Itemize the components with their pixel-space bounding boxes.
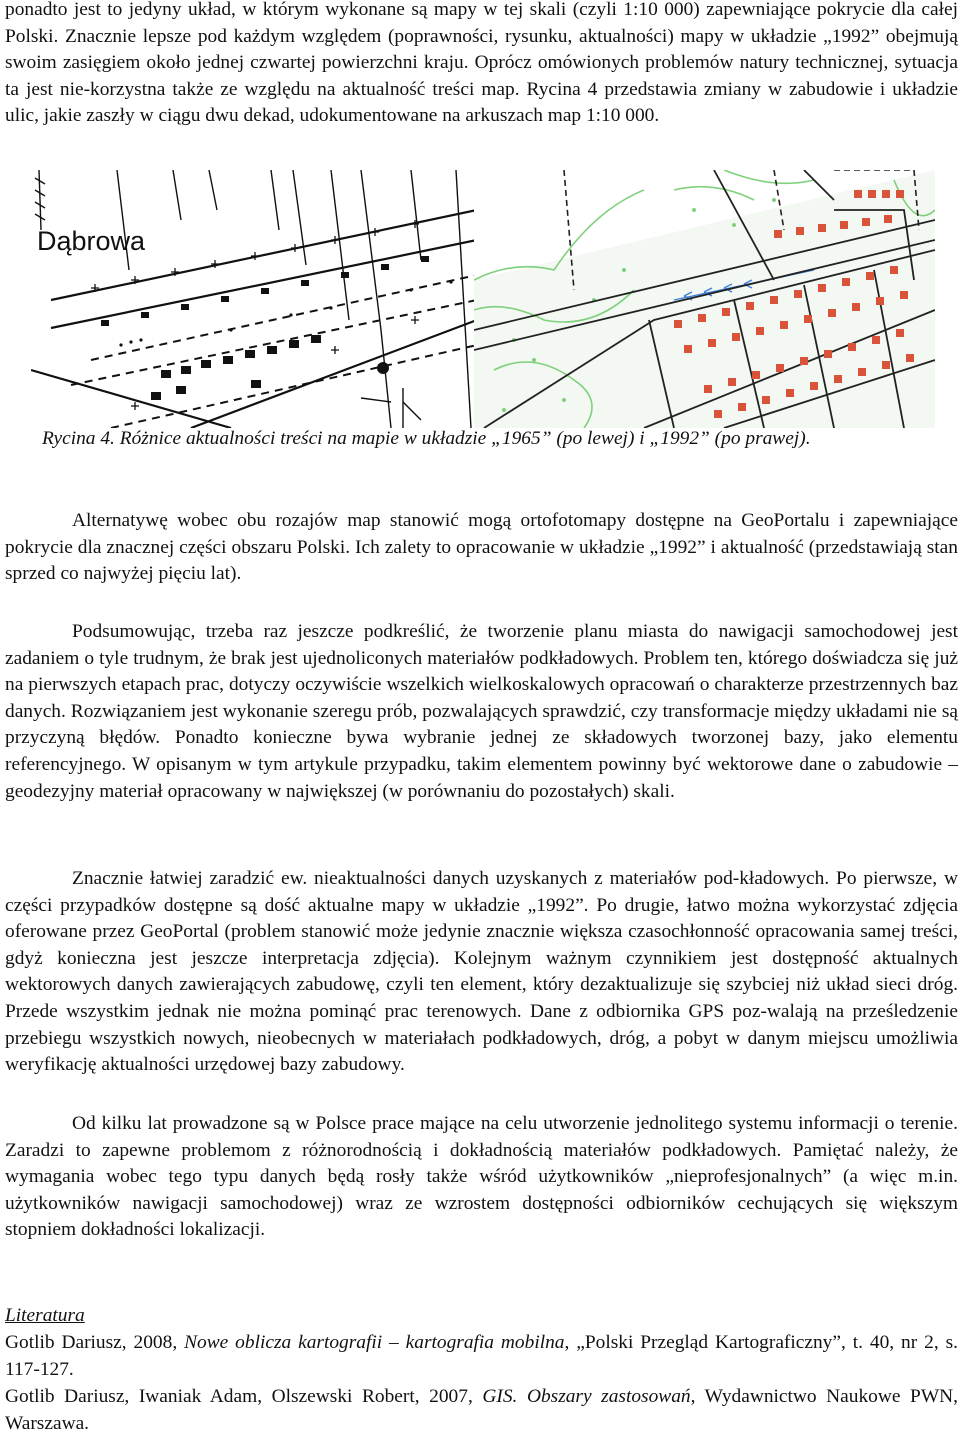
house-marker bbox=[854, 190, 862, 198]
house-marker bbox=[858, 368, 866, 376]
intro-paragraph: ponadto jest to jedyny układ, w którym wykonane są mapy w tej skali (czyli 1:10 000) zapewniające pokrycie dla całej Polski. Znacznie lepsze pod każdym względem (poprawności, rysunku, aktualności) mapy w układzie „1992” obejmują swoim zasięgiem około jednej czwartej powierzchni kraju. Oprócz omówionych problemów natury technicznej, sytuacja ta jest nie-korzystna także ze względu na aktualność treści map. Rycina 4 przedstawia zmiany w zabudowie i układzie ulic, jakie zaszły w ciągu dwu dekad, udokumentowane na arkuszach map 1:10 000. bbox=[5, 0, 958, 127]
reference-authors: Gotlib Dariusz, Iwaniak Adam, Olszewski Robert, 2007, bbox=[5, 1386, 473, 1407]
house-marker bbox=[868, 190, 876, 198]
house-marker bbox=[882, 361, 890, 369]
map-1992 bbox=[474, 170, 935, 428]
map-1965-drawing bbox=[31, 170, 477, 428]
house-marker bbox=[770, 296, 778, 304]
house-marker bbox=[674, 320, 682, 328]
house-marker bbox=[884, 215, 892, 223]
house-marker bbox=[714, 410, 722, 418]
house-marker bbox=[746, 302, 754, 310]
house-marker bbox=[890, 266, 898, 274]
house-marker bbox=[762, 396, 770, 404]
reference-details: , Wydawnictwo Naukowe PWN, Warszawa. bbox=[5, 1386, 958, 1434]
house-marker bbox=[828, 309, 836, 317]
house-marker bbox=[756, 327, 764, 335]
house-marker bbox=[728, 378, 736, 386]
house-marker bbox=[794, 290, 802, 298]
map-1992-drawing bbox=[474, 170, 935, 428]
reference-details: , „Polski Przegląd Kartograficzny”, t. 40, nr 2, s. 117-127. bbox=[5, 1332, 958, 1380]
survey-point-icon bbox=[377, 362, 389, 374]
reference-list bbox=[5, 1330, 958, 1438]
reference-item bbox=[5, 1330, 958, 1383]
house-marker bbox=[796, 227, 804, 235]
house-marker bbox=[810, 382, 818, 390]
paragraph-alternative: Alternatywę wobec obu rozajów map stanowić mogą ortofotomapy dostępne na GeoPortalu i zapewniające pokrycie dla znacznej części obszaru Polski. Ich zalety to opracowanie w układzie „1992” i aktualność (przedstawiają stan sprzed co najwyżej pięciu lat). bbox=[5, 510, 958, 585]
house-marker bbox=[848, 343, 856, 351]
house-marker bbox=[840, 221, 848, 229]
house-marker bbox=[818, 284, 826, 292]
house-marker bbox=[872, 336, 880, 344]
house-marker bbox=[876, 297, 884, 305]
house-marker bbox=[704, 385, 712, 393]
house-marker bbox=[708, 339, 716, 347]
literature-heading: Literatura bbox=[5, 1305, 85, 1326]
paragraph-systems: Od kilku lat prowadzone są w Polsce prace mające na celu utworzenie jednolitego systemu informacji o terenie. Zaradzi to zapewne problemom z różnorodnością i dokładnością materiałów podkładowych. Pamiętać należy, że wymagania wobec tego typu danych będą rosły także wśród użytkowników „nieprofesjonalnych” (a więc m.in. użytkowników nawigacji samochodowej) wraz ze wzrostem dostępności odbiorników cechujących się większym stopniem dokładności lokalizacji. bbox=[5, 1113, 958, 1241]
reference-title: GIS. Obszary zastosowań bbox=[482, 1386, 691, 1407]
house-marker bbox=[900, 291, 908, 299]
figure-caption: Rycina 4. Różnice aktualności treści na mapie w układzie „1965” (po lewej) i „1992” (po prawej). bbox=[42, 428, 811, 449]
map-place-label: Dąbrowa bbox=[37, 226, 146, 256]
house-marker bbox=[824, 350, 832, 358]
house-marker bbox=[698, 314, 706, 322]
reference-item bbox=[5, 1384, 958, 1437]
house-marker bbox=[804, 315, 812, 323]
house-marker bbox=[776, 364, 784, 372]
house-marker bbox=[896, 329, 904, 337]
reference-authors: Gotlib Dariusz, 2008, bbox=[5, 1332, 178, 1353]
house-marker bbox=[896, 190, 904, 198]
house-marker bbox=[834, 375, 842, 383]
paragraph-summary: Podsumowując, trzeba raz jeszcze podkreślić, że tworzenie planu miasta do nawigacji samochodowej jest zadaniem o tyle trudnym, że brak jest ujednoliconych materiałów podkładowych. Problem ten, którego doświadcza się już na pierwszych etapach prac, dotyczy oczywiście wszelkich wielkoskalowych opracowań o charakterze przestrzennych baz danych. Rozwiązaniem jest wykonanie szeregu prób, pozwalających sprawdzić, czy transformacje między układami nie są przyczyną błędów. Ponadto konieczne bywa wybranie jednej ze składowych tworzonej bazy, jako elementu referencyjnego. W opisanym w tym artykule przypadku, takim elementem powinny być wektorowe dane o zabudowie – geodezyjny materiał opracowany w największej (w porównaniu do pozostałych) skali. bbox=[5, 621, 958, 802]
house-marker bbox=[852, 303, 860, 311]
house-marker bbox=[866, 272, 874, 280]
house-marker bbox=[842, 278, 850, 286]
house-marker bbox=[786, 389, 794, 397]
house-marker bbox=[774, 230, 782, 238]
house-marker bbox=[906, 354, 914, 362]
house-marker bbox=[684, 345, 692, 353]
house-marker bbox=[738, 403, 746, 411]
house-marker bbox=[732, 333, 740, 341]
house-marker bbox=[818, 224, 826, 232]
house-marker bbox=[722, 308, 730, 316]
house-marker bbox=[882, 190, 890, 198]
house-marker bbox=[752, 371, 760, 379]
paragraph-easier: Znacznie łatwiej zaradzić ew. nieaktualności danych uzyskanych z materiałów pod-kładowych. Po pierwsze, w części przypadków dostępne są dość aktualne mapy w układzie „1992”. Po drugie, łatwo można wykorzystać zdjęcia oferowane przez GeoPortal (problem stanowić może jedynie znacznie większa czasochłonność opracowania samej treści, gdyż konieczna jest jeszcze interpretacja zdjęcia). Kolejnym ważnym czynnikiem jest dostępność aktualnych wektorowych danych zawierających zabudowę, czyli ten element, który dezaktualizuje się szybciej niż układ sieci dróg. Przede wszystkim jednak nie można pominąć prac terenowych. Dane z odbiornika GPS poz-walają na prześledzenie przebiegu wszystkich nowych, nieobecnych w materiałach podkładowych, dróg, a pobyt w danym miejscu umożliwia weryfikację aktualności urzędowej bazy zabudowy. bbox=[5, 868, 958, 1076]
map-1965 bbox=[31, 170, 477, 428]
house-marker bbox=[780, 321, 788, 329]
reference-title: Nowe oblicza kartografii – kartografia mobilna bbox=[184, 1332, 565, 1353]
figure-maps bbox=[31, 170, 935, 428]
house-marker bbox=[800, 357, 808, 365]
house-marker bbox=[862, 218, 870, 226]
